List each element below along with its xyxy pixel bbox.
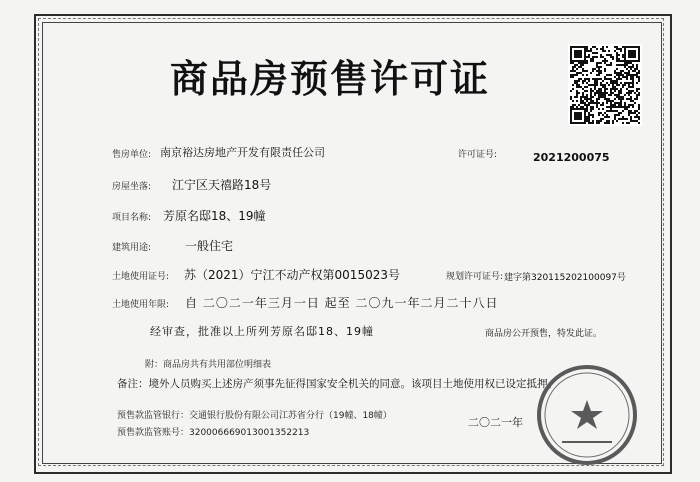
remarks-note: 备注：境外人员购买上述房产须事先征得国家安全机关的同意。该项目土地使用权已设定抵押。 [117, 378, 558, 390]
usage-value: 一般住宅 [185, 239, 234, 253]
seller-value: 南京裕达房地产开发有限责任公司 [160, 146, 325, 159]
approval-text: 经审查，批准以上所列芳原名邸18、19幢 [150, 325, 374, 338]
land-cert-value: 苏（2021）宁江不动产权第0015023号 [184, 268, 400, 282]
land-term-label: 土地使用年限: [112, 300, 170, 310]
qr-code-icon [568, 44, 642, 126]
land-term-value: 自 二〇二一年三月一日 起至 二〇九一年二月二十八日 [185, 296, 499, 310]
project-label: 项目名称: [112, 213, 152, 223]
plan-permit-value: 建字第320115202100097号 [504, 273, 626, 283]
usage-label: 建筑用途: [112, 243, 152, 253]
land-cert-label: 土地使用证号: [112, 272, 170, 282]
permit-no-label: 许可证号: [458, 150, 498, 160]
approval-suffix: 商品房公开预售，特发此证。 [485, 329, 603, 339]
issue-date: 二〇二一年 [468, 416, 523, 429]
escrow-bank: 预售款监管银行：交通银行股份有限公司江苏省分行（19幢、18幢） [117, 411, 392, 421]
seller-label: 售房单位: [112, 150, 152, 160]
location-label: 房屋坐落: [112, 182, 152, 192]
plan-permit-label: 规划许可证号: [446, 272, 504, 282]
project-value: 芳原名邸18、19幢 [163, 209, 266, 223]
permit-no-value: 2021200075 [533, 151, 610, 164]
certificate-title: 商品房预售许可证 [170, 57, 491, 101]
official-seal-icon [532, 360, 642, 470]
attachment-note: 附：商品房共有共用部位明细表 [145, 360, 272, 370]
escrow-account: 预售款监管账号：320006669013001352213 [117, 428, 310, 438]
location-value: 江宁区天禧路18号 [172, 178, 272, 192]
